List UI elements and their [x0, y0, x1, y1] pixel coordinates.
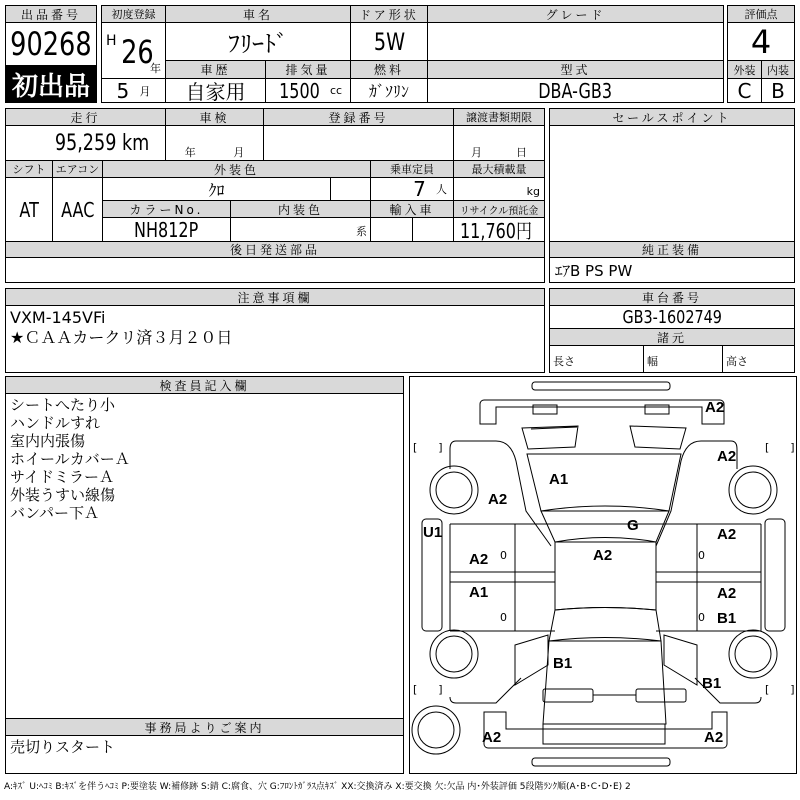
inspector-label: 検査員記入欄 [5, 376, 404, 394]
bracket-rear-left: [ ] [413, 683, 443, 696]
int-color-label: 内装色 [230, 200, 371, 218]
shift-label: シフト [5, 160, 53, 178]
later-parts [5, 257, 545, 283]
damage-mark: A2 [717, 448, 737, 465]
displacement-label: 排気量 [265, 60, 351, 79]
bracket-front-left: [ ] [413, 441, 443, 454]
reg-number-label: 登録番号 [263, 108, 454, 126]
max-load: kg [453, 177, 545, 201]
damage-mark: B1 [553, 655, 573, 672]
damage-mark: B1 [702, 675, 722, 692]
score-label: 評価点 [727, 5, 795, 23]
ext-color: ｸﾛ [102, 177, 331, 201]
capacity: 7 人 [370, 177, 454, 201]
door-mark: 0 [500, 549, 507, 562]
sales-point [549, 125, 795, 242]
office-note: 売切りスタート [5, 735, 404, 774]
ext-color-label: 外装色 [102, 160, 371, 178]
ext-color-extra [330, 177, 371, 201]
import-label: 輸入車 [370, 200, 454, 218]
inspector-notes [5, 393, 404, 719]
inspector-line: バンパー下Ａ [10, 504, 99, 522]
bracket-front-right: [ ] [765, 441, 795, 454]
damage-mark: G [627, 517, 639, 534]
sales-point-label: セールスポイント [549, 108, 795, 126]
damage-mark: A2 [704, 729, 724, 746]
damage-mark: A1 [549, 471, 569, 488]
mileage-label: 走行 [5, 108, 166, 126]
door-label: ドア形状 [350, 5, 428, 23]
spec-height: 高さ [722, 345, 795, 373]
notes-label: 注意事項欄 [5, 288, 545, 306]
import-right [412, 217, 454, 242]
door-mark: 0 [500, 611, 507, 624]
fuel: ｶﾞｿﾘﾝ [350, 78, 428, 103]
color-no-label: カラーNo. [102, 200, 231, 218]
damage-diagram [409, 376, 797, 774]
capacity-label: 乗車定員 [370, 160, 454, 178]
history-label: 車歴 [165, 60, 266, 79]
notes [5, 305, 545, 373]
recycle-label: リサイクル預託金 [453, 200, 545, 218]
displacement: 1500 cc [265, 78, 351, 103]
first-reg-label: 初度登録 [101, 5, 166, 23]
inspector-line: シートへたり小 [10, 396, 116, 414]
damage-mark: A2 [488, 491, 508, 508]
aircon: AAC [52, 177, 103, 242]
transfer-deadline: 月 日 [453, 125, 545, 161]
int-color: 系 [230, 217, 371, 242]
door-mark: 0 [698, 549, 705, 562]
reg-number [263, 125, 454, 161]
recycle-fee: 11,760円 [453, 217, 545, 242]
damage-mark: U1 [423, 524, 443, 541]
damage-mark: A2 [593, 547, 613, 564]
inspector-line: ハンドルすれ [10, 414, 101, 432]
score: 4 [727, 22, 795, 61]
equipment-label: 純正装備 [549, 241, 795, 258]
damage-mark: A2 [717, 526, 737, 543]
specs-label: 諸元 [549, 328, 795, 346]
exterior-label: 外装 [727, 60, 762, 79]
notes-line: ★ＣＡＡカークリ済３月２０日 [10, 328, 233, 347]
first-reg-year: H 26 年 [101, 22, 166, 78]
mileage: 95,259 km [5, 125, 166, 161]
later-parts-label: 後日発送部品 [5, 241, 545, 258]
lot-number: 90268 [5, 22, 97, 66]
inspector-line: 室内内張傷 [10, 432, 86, 450]
door-mark: 0 [698, 611, 705, 624]
damage-mark: A2 [705, 399, 725, 416]
import-left [370, 217, 413, 242]
damage-mark: A2 [469, 551, 489, 568]
damage-mark: B1 [717, 610, 737, 627]
inspector-line: 外装うすい線傷 [10, 486, 116, 504]
office-label: 事務局よりご案内 [5, 718, 404, 736]
color-no: NH812P [102, 217, 231, 242]
chassis-label: 車台番号 [549, 288, 795, 306]
chassis-number: GB3-1602749 [549, 305, 795, 329]
grade [427, 22, 724, 61]
first-listing-badge: 初出品 [5, 65, 97, 103]
door-type: 5W [350, 22, 428, 61]
legend: A:ｷｽﾞ U:ﾍｺﾐ B:ｷｽﾞを伴うﾍｺﾐ P:要塗装 W:補修跡 S:錆 C:腐食、穴 G:ﾌﾛﾝﾄｶﾞﾗｽ点ｷｽﾞ XX:交換済み X:要交換 欠:欠品 内･外装評価 5段階ﾗﾝｸ順(A･B･C･D･E) 2 [4, 782, 631, 792]
damage-mark: A1 [469, 584, 489, 601]
inspection-label: 車検 [165, 108, 264, 126]
notes-line: VXM-145VFi [10, 308, 106, 327]
equipment: ｴｱB PS PW [549, 257, 795, 283]
inspector-line: サイドミラーＡ [10, 468, 114, 486]
spec-length: 長さ [549, 345, 644, 373]
model-code: DBA-GB3 [427, 78, 724, 103]
interior-label: 内装 [761, 60, 795, 79]
fuel-label: 燃料 [350, 60, 428, 79]
bracket-rear-right: [ ] [765, 683, 795, 696]
model-label: 型式 [427, 60, 724, 79]
shift: AT [5, 177, 53, 242]
exterior-grade: C [727, 78, 762, 103]
damage-mark: A2 [482, 729, 502, 746]
spec-width: 幅 [643, 345, 723, 373]
inspector-line: ホイールカバーＡ [10, 450, 130, 468]
car-name: ﾌﾘｰﾄﾞ [165, 22, 351, 61]
grade-label: グレード [427, 5, 724, 23]
interior-grade: B [761, 78, 795, 103]
max-load-label: 最大積載量 [453, 160, 545, 178]
history: 自家用 [165, 78, 266, 103]
first-reg-month: 5 月 [101, 78, 166, 103]
inspection-date: 年 月 [165, 125, 264, 161]
aircon-label: エアコン [52, 160, 103, 178]
car-name-label: 車名 [165, 5, 351, 23]
damage-mark: A2 [717, 585, 737, 602]
transfer-deadline-label: 譲渡書類期限 [453, 108, 545, 126]
lot-label: 出品番号 [5, 5, 97, 23]
car-outline [410, 377, 797, 774]
